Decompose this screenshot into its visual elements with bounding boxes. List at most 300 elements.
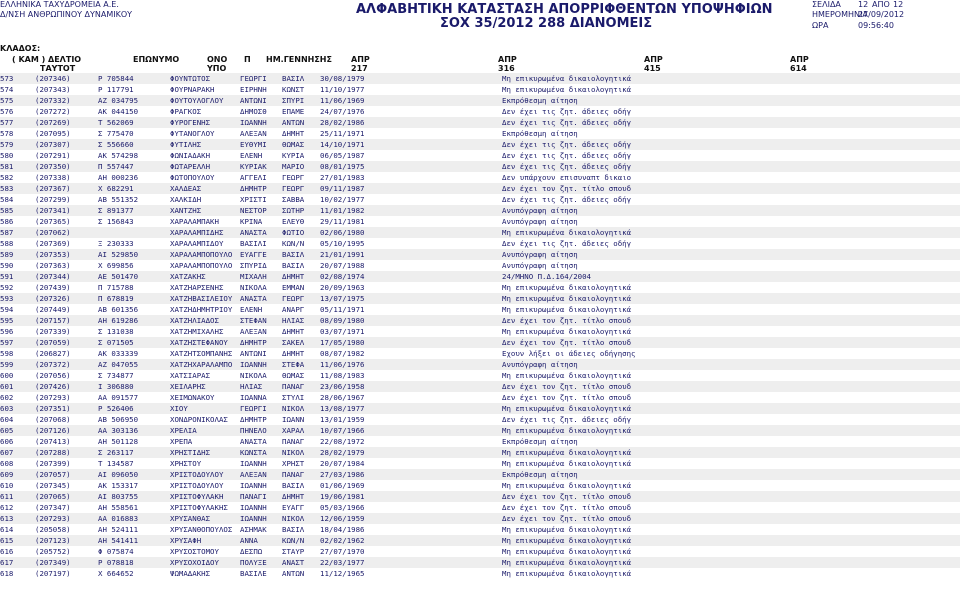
surname: ΧΑΤΖΑΚΗΣ [170,272,206,281]
id-card-number: Φ 075874 [98,547,134,556]
table-row [0,260,960,271]
table-row [0,271,960,282]
id-card-number: Σ 775470 [98,129,134,138]
date-label: ΗΜΕΡΟΜΗΝΙΑ [812,10,868,19]
col-header-apr-3-code: 415 [644,64,661,73]
application-id: (207059) [35,338,71,347]
surname: ΦΥΡΟΓΕΝΗΣ [170,118,211,127]
rejection-reason: Μη επικυρωμένα δικαιολογητικά [502,569,632,578]
surname: ΦΟΥΡΝΑΡΑΚΗ [170,85,215,94]
application-id: (207123) [35,536,71,545]
row-number: 606 [0,437,14,446]
id-card-number: ΑΚ 033339 [98,349,139,358]
table-row [0,238,960,249]
table-row [0,128,960,139]
birth-date: 30/08/1979 [320,74,365,83]
application-id: (207095) [35,129,71,138]
application-id: (207344) [35,272,71,281]
table-row [0,139,960,150]
table-row [0,315,960,326]
surname: ΦΩΤΟΠΟΥΛΟΥ [170,173,215,182]
application-id: (207439) [35,283,71,292]
surname: ΧΑΡΑΛΑΜΠΑΚΗ [170,217,219,226]
father-name: ΚΩΝ/Ν [282,536,305,545]
table-row [0,73,960,84]
table-row [0,227,960,238]
rejection-reason: Ανυπόγραφη αίτηση [502,206,578,215]
col-header-apr-1: ΑΠΡ [351,55,370,64]
first-name: ΑΛΕΞΑΝ [240,129,267,138]
birth-date: 10/02/1977 [320,195,365,204]
first-name: ΔΗΜΗΤΡ [240,184,267,193]
row-number: 585 [0,206,14,215]
father-name: ΒΑΣΙΛ [282,74,305,83]
table-row [0,205,960,216]
father-name: ΘΩΜΑΣ [282,140,305,149]
rejection-reason: Δεν έχει τον ζητ. τίτλο σπουδ [502,382,632,391]
first-name: ΑΛΕΞΑΝ [240,470,267,479]
page-of-label: ΑΠΟ [872,0,890,9]
birth-date: 17/05/1980 [320,338,365,347]
father-name: ΓΕΩΡΓ [282,294,305,303]
father-name: ΕΥΑΓΓ [282,503,305,512]
surname: ΧΟΝΔΡΟΝΙΚΟΛΑΣ [170,415,228,424]
father-name: ΣΠΥΡΙ [282,96,305,105]
id-card-number: ΑΗ 558561 [98,503,139,512]
col-header-kam: ( ΚΑΜ ) ΔΕΛΤΙΟ [12,55,82,64]
father-name: ΒΑΣΙΛ [282,481,305,490]
table-row [0,150,960,161]
table-row [0,337,960,348]
application-id: (207339) [35,327,71,336]
birth-date: 02/08/1974 [320,272,365,281]
surname: ΧΑΡΑΛΑΜΠΙΔΗΣ [170,228,224,237]
birth-date: 03/07/1971 [320,327,365,336]
father-name: ΒΑΣΙΛ [282,525,305,534]
rejection-reason: Δεν έχει τις ζητ. άδειες οδήγ [502,151,632,160]
id-card-number: ΑΖ 047055 [98,360,139,369]
application-id: (207056) [35,371,71,380]
father-name: ΑΝΤΩΝ [282,569,305,578]
birth-date: 09/11/1987 [320,184,365,193]
surname: ΧΑΤΖΗΒΑΣΙΛΕΙΟΥ [170,294,233,303]
table-row [0,304,960,315]
table-row [0,535,960,546]
first-name: ΒΑΣΙΛΕ [240,569,267,578]
time-value: 09:56:40 [858,21,894,30]
surname: ΦΡΑΓΚΟΣ [170,107,202,116]
application-id: (207349) [35,558,71,567]
father-name: ΔΗΜΗΤ [282,327,305,336]
birth-date: 20/07/1988 [320,261,365,270]
application-id: (207332) [35,96,71,105]
first-name: ΑΓΓΕΛΙ [240,173,267,182]
id-card-number: ΑΙ 096050 [98,470,139,479]
row-number: 608 [0,459,14,468]
col-header-p: Π [244,55,251,64]
first-name: ΕΛΕΝΗ [240,305,263,314]
row-number: 591 [0,272,14,281]
id-card-number: Τ 562069 [98,118,134,127]
table-row [0,249,960,260]
birth-date: 21/01/1991 [320,250,365,259]
birth-date: 13/07/1975 [320,294,365,303]
application-id: (207068) [35,415,71,424]
surname: ΧΑΤΖΗΧΑΡΑΛΑΜΠΟ [170,360,233,369]
rejection-reason: Μη επικυρωμένα δικαιολογητικά [502,327,632,336]
birth-date: 11/06/1976 [320,360,365,369]
birth-date: 13/08/1977 [320,404,365,413]
id-card-number: ΑΚ 044150 [98,107,139,116]
rejection-reason: Μη επικυρωμένα δικαιολογητικά [502,547,632,556]
birth-date: 23/06/1958 [320,382,365,391]
rejection-reason: Ανυπόγραφη αίτηση [502,261,578,270]
father-name: ΑΝΑΡΓ [282,305,305,314]
first-name: ΓΕΩΡΓΙ [240,404,267,413]
row-number: 599 [0,360,14,369]
id-card-number: Σ 131038 [98,327,134,336]
rejection-reason: Δεν έχει τις ζητ. άδειες οδήγ [502,415,632,424]
father-name: ΓΕΩΡΓ [282,173,305,182]
surname: ΧΑΛΔΕΑΣ [170,184,202,193]
father-name: ΓΕΩΡΓ [282,184,305,193]
row-number: 586 [0,217,14,226]
first-name: ΕΙΡΗΝΗ [240,85,267,94]
rejection-reason: Ανυπόγραφη αίτηση [502,360,578,369]
first-name: ΕΥΘΥΜΙ [240,140,267,149]
application-id: (207413) [35,437,71,446]
birth-date: 11/08/1983 [320,371,365,380]
rejection-reason: Μη επικυρωμένα δικαιολογητικά [502,294,632,303]
rejection-reason: Δεν υπάρχουν επισυναπτ δικαιο [502,173,632,182]
table-row [0,161,960,172]
row-number: 598 [0,349,14,358]
application-id: (207351) [35,404,71,413]
rejection-reason: Δεν έχει τον ζητ. τίτλο σπουδ [502,393,632,402]
rejection-reason: Εκπρόθεσμη αίτηση [502,470,578,479]
birth-date: 25/11/1971 [320,129,365,138]
table-row [0,348,960,359]
surname: ΧΡΙΣΤΟΦΥΛΑΚΗ [170,492,224,501]
row-number: 589 [0,250,14,259]
birth-date: 05/11/1971 [320,305,365,314]
id-card-number: Ξ 230333 [98,239,134,248]
first-name: ΓΕΩΡΓΙ [240,74,267,83]
application-id: (207345) [35,481,71,490]
birth-date: 11/01/1982 [320,206,365,215]
father-name: ΝΙΚΟΛ [282,448,305,457]
surname: ΧΡΥΣΑΦΗ [170,536,202,545]
id-card-number: Ρ 705844 [98,74,134,83]
id-card-number: Σ 156843 [98,217,134,226]
table-row [0,392,960,403]
surname: ΧΑΡΑΛΑΜΠΙΔΟΥ [170,239,224,248]
table-row [0,370,960,381]
page-number: 12 [858,0,869,9]
id-card-number: Π 557447 [98,162,134,171]
row-number: 593 [0,294,14,303]
first-name: ΧΡΙΣΤΙ [240,195,267,204]
row-number: 602 [0,393,14,402]
rejection-reason: Δεν έχει τις ζητ. άδειες οδήγ [502,118,632,127]
row-number: 601 [0,382,14,391]
table-row [0,480,960,491]
first-name: ΑΝΑΣΤΑ [240,294,267,303]
row-number: 616 [0,547,14,556]
rejection-reason: Εκπρόθεσμη αίτηση [502,96,578,105]
surname: ΦΥΤΙΛΗΣ [170,140,202,149]
row-number: 594 [0,305,14,314]
table-row [0,84,960,95]
surname: ΧΑΤΖΗΤΣΟΜΠΑΝΗΣ [170,349,233,358]
application-id: (207299) [35,195,71,204]
first-name: ΔΗΜΟΣΘ [240,107,267,116]
row-number: 580 [0,151,14,160]
col-header-apr-2: ΑΠΡ [498,55,517,64]
first-name: ΒΑΣΙΛΙ [240,239,267,248]
birth-date: 02/02/1962 [320,536,365,545]
row-number: 588 [0,239,14,248]
father-name: ΚΩΝΣΤ [282,85,305,94]
father-name: ΣΩΤΗΡ [282,206,305,215]
surname: ΦΥΤΑΝΟΓΛΟΥ [170,129,215,138]
table-row [0,359,960,370]
birth-date: 05/03/1966 [320,503,365,512]
first-name: ΑΝΝΑ [240,536,258,545]
surname: ΧΕΙΜΩΝΑΚΟΥ [170,393,215,402]
id-card-number: Χ 682291 [98,184,134,193]
father-name: ΝΙΚΟΛ [282,514,305,523]
surname: ΧΑΛΚΙΔΗ [170,195,202,204]
application-id: (207269) [35,118,71,127]
rejection-reason: Δεν έχει τον ζητ. τίτλο σπουδ [502,492,632,501]
application-id: (207288) [35,448,71,457]
surname: ΧΡΥΣΟΣΤΟΜΟΥ [170,547,219,556]
id-card-number: ΑΗ 000236 [98,173,139,182]
id-card-number: Χ 664652 [98,569,134,578]
row-number: 577 [0,118,14,127]
father-name: ΚΥΡΙΑ [282,151,305,160]
surname: ΧΑΡΑΛΑΜΠΟΠΟΥΛΟ [170,261,233,270]
table-row [0,326,960,337]
father-name: ΠΑΝΑΓ [282,382,305,391]
first-name: ΑΣΗΜΑΚ [240,525,267,534]
birth-date: 27/07/1970 [320,547,365,556]
application-id: (207326) [35,294,71,303]
father-name: ΔΗΜΗΤ [282,272,305,281]
father-name: ΙΩΑΝΝ [282,415,305,424]
first-name: ΑΛΕΞΑΝ [240,327,267,336]
table-row [0,568,960,579]
father-name: ΣΑΒΒΑ [282,195,305,204]
birth-date: 20/07/1984 [320,459,365,468]
col-header-tautot: ΤΑΥΤΟΤ [40,64,76,73]
application-id: (207426) [35,382,71,391]
application-id: (207057) [35,470,71,479]
row-number: 613 [0,514,14,523]
rejection-reason: Μη επικυρωμένα δικαιολογητικά [502,283,632,292]
row-number: 609 [0,470,14,479]
application-id: (207346) [35,74,71,83]
rejection-reason: Εχουν λήξει οι άδειες οδήγησης [502,349,636,358]
surname: ΦΩΝΙΑΔΑΚΗ [170,151,211,160]
table-row [0,106,960,117]
surname: ΧΙΟΥ [170,404,188,413]
rejection-reason: Μη επικυρωμένα δικαιολογητικά [502,525,632,534]
row-number: 617 [0,558,14,567]
father-name: ΘΩΜΑΣ [282,371,305,380]
application-id: (207291) [35,151,71,160]
rejection-reason: Μη επικυρωμένα δικαιολογητικά [502,228,632,237]
application-id: (207363) [35,261,71,270]
id-card-number: ΑΙ 529850 [98,250,139,259]
application-id: (206827) [35,349,71,358]
application-id: (207065) [35,492,71,501]
surname: ΧΑΤΖΗΣΤΕΦΑΝΟΥ [170,338,228,347]
table-row [0,425,960,436]
table-row [0,95,960,106]
row-number: 612 [0,503,14,512]
surname: ΧΑΤΖΗΛΙΑΔΟΣ [170,316,219,325]
first-name: ΜΙΧΑΛΗ [240,272,267,281]
first-name: ΑΝΑΣΤΑ [240,228,267,237]
birth-date: 11/10/1977 [320,85,365,94]
date-value: 27/09/2012 [858,10,905,19]
birth-date: 22/03/1977 [320,558,365,567]
first-name: ΚΩΝΣΤΑ [240,448,267,457]
surname: ΧΡΙΣΤΟΦΥΛΑΚΗΣ [170,503,228,512]
application-id: (207365) [35,217,71,226]
col-header-apr-2-code: 316 [498,64,515,73]
first-name: ΑΝΑΣΤΑ [240,437,267,446]
id-card-number: Ρ 117791 [98,85,134,94]
father-name: ΧΡΗΣΤ [282,459,305,468]
first-name: ΑΝΤΩΝΙ [240,349,267,358]
report-subtitle: ΣΟΧ 35/2012 288 ΔΙΑΝΟΜΕΙΣ [440,16,653,31]
birth-date: 28/06/1967 [320,393,365,402]
birth-date: 01/06/1969 [320,481,365,490]
id-card-number: ΑΚ 574298 [98,151,139,160]
application-id: (205752) [35,547,71,556]
rejection-reason: Μη επικυρωμένα δικαιολογητικά [502,426,632,435]
rejection-reason: Μη επικυρωμένα δικαιολογητικά [502,85,632,94]
surname: ΧΡΥΣΟΧΟΙΔΟΥ [170,558,219,567]
col-header-apr-4-code: 614 [790,64,807,73]
id-card-number: ΑΕ 501470 [98,272,139,281]
surname: ΧΑΤΖΗΔΗΜΗΤΡΙΟΥ [170,305,233,314]
rejection-reason: Δεν έχει τις ζητ. άδειες οδήγ [502,195,632,204]
first-name: ΝΙΚΟΛΑ [240,371,267,380]
first-name: ΠΑΝΑΓΙ [240,492,267,501]
rejection-reason: Δεν έχει τις ζητ. άδειες οδήγ [502,140,632,149]
father-name: ΔΗΜΗΤ [282,492,305,501]
id-card-number: ΑΗ 541411 [98,536,139,545]
rejection-reason: Εκπρόθεσμη αίτηση [502,437,578,446]
application-id: (207293) [35,514,71,523]
surname: ΧΡΥΣΑΝΘΟΠΟΥΛΟΣ [170,525,233,534]
surname: ΧΡΕΛΙΑ [170,426,197,435]
col-header-apr-3: ΑΠΡ [644,55,663,64]
birth-date: 28/02/1986 [320,118,365,127]
birth-date: 11/06/1969 [320,96,365,105]
father-name: ΒΑΣΙΛ [282,250,305,259]
father-name: ΕΛΕΥΘ [282,217,305,226]
id-card-number: ΑΗ 501128 [98,437,139,446]
table-row [0,469,960,480]
id-card-number: ΑΑ 091577 [98,393,139,402]
surname: ΧΑΤΖΗΜΙΧΑΛΗΣ [170,327,224,336]
col-header-birthdate: ΗΜ.ΓΕΝΝΗΣΗΣ [266,55,332,64]
first-name: ΙΩΑΝΝΑ [240,393,267,402]
table-row [0,293,960,304]
row-number: 582 [0,173,14,182]
first-name: ΠΟΛΥΞΕ [240,558,267,567]
birth-date: 27/03/1986 [320,470,365,479]
birth-date: 08/01/1975 [320,162,365,171]
rejection-reason: Ανυπόγραφη αίτηση [502,250,578,259]
application-id: (207307) [35,140,71,149]
branch-label: ΚΛΑΔΟΣ: [0,44,41,53]
id-card-number: ΑΗ 524111 [98,525,139,534]
application-id: (207347) [35,503,71,512]
application-id: (207343) [35,85,71,94]
table-row [0,502,960,513]
col-header-apr-4: ΑΠΡ [790,55,809,64]
id-card-number: ΑΑ 303136 [98,426,139,435]
rejection-reason: Μη επικυρωμένα δικαιολογητικά [502,481,632,490]
surname: ΨΩΜΑΔΑΚΗΣ [170,569,211,578]
rejection-reason: Δεν έχει τις ζητ. άδειες οδήγ [502,107,632,116]
rejection-reason: Μη επικυρωμένα δικαιολογητικά [502,74,632,83]
first-name: ΙΩΑΝΝΗ [240,503,267,512]
father-name: ΕΜΜΑΝ [282,283,305,292]
table-row [0,513,960,524]
rejection-reason: Εκπρόθεσμη αίτηση [502,129,578,138]
rejection-reason: Ανυπόγραφη αίτηση [502,217,578,226]
birth-date: 20/09/1963 [320,283,365,292]
first-name: ΕΥΑΓΓΕ [240,250,267,259]
application-id: (207293) [35,393,71,402]
rejection-reason: Μη επικυρωμένα δικαιολογητικά [502,305,632,314]
father-name: ΑΝΑΣΤ [282,558,305,567]
father-name: ΑΝΤΩΝ [282,118,305,127]
birth-date: 27/01/1983 [320,173,365,182]
birth-date: 12/06/1959 [320,514,365,523]
row-number: 595 [0,316,14,325]
table-row [0,414,960,425]
father-name: ΒΑΣΙΛ [282,261,305,270]
table-row [0,546,960,557]
row-number: 587 [0,228,14,237]
rejection-reason: Μη επικυρωμένα δικαιολογητικά [502,371,632,380]
row-number: 610 [0,481,14,490]
id-card-number: Π 678819 [98,294,134,303]
father-name: ΣΤΕΦΑ [282,360,305,369]
row-number: 604 [0,415,14,424]
surname: ΦΟΥΤΟΥΛΟΓΛΟΥ [170,96,224,105]
rejection-reason: Δεν έχει τον ζητ. τίτλο σπουδ [502,503,632,512]
row-number: 592 [0,283,14,292]
surname: ΧΡΥΣΑΝΘΑΣ [170,514,211,523]
birth-date: 22/08/1972 [320,437,365,446]
application-id: (207341) [35,206,71,215]
row-number: 597 [0,338,14,347]
row-number: 590 [0,261,14,270]
row-number: 605 [0,426,14,435]
application-id: (207062) [35,228,71,237]
application-id: (207272) [35,107,71,116]
first-name: ΙΩΑΝΝΗ [240,360,267,369]
